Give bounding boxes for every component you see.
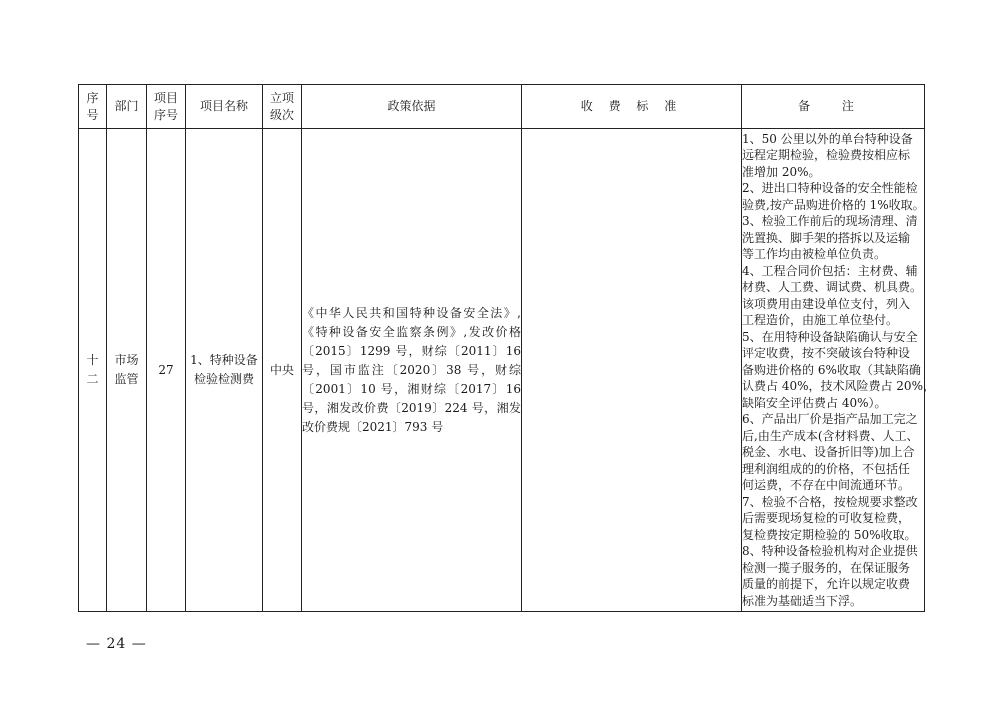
remark-line: 认费占 40%，技术风险费占 20%， [742, 379, 935, 394]
remark-line: 8、特种设备检验机构对企业提供 [742, 544, 918, 559]
cell-item-name: 1、特种设备 检验检测费 [186, 129, 263, 612]
page-number: — 24 — [86, 636, 147, 652]
remark-line: 5、在用特种设备缺陷确认与安全 [742, 329, 918, 344]
remark-line: 6、产品出厂价是指产品加工完之 [742, 412, 918, 427]
remark-line: 复检费按定期检验的 50%收取。 [742, 527, 917, 542]
remark-line: 洗置换、脚手架的搭拆以及运输 [742, 230, 911, 245]
header-remarks: 备 注 [742, 85, 925, 129]
header-standard: 收 费 标 准 [522, 85, 742, 129]
cell-seq: 十 二 [79, 129, 107, 612]
header-dept: 部门 [107, 85, 147, 129]
remark-line: 远程定期检验，检验费按相应标 [742, 148, 911, 163]
remark-line: 缺陷安全评估费占 40%）。 [742, 395, 887, 410]
remark-line: 等工作均由被检单位负责。 [742, 247, 887, 262]
remark-line: 2、进出口特种设备的安全性能检 [742, 181, 918, 196]
remark-line: 验费,按产品购进价格的 1%收取。 [742, 197, 925, 212]
header-item-name: 项目名称 [186, 85, 263, 129]
table-row [79, 129, 925, 612]
cell-level: 中央 [263, 129, 302, 612]
remark-line: 税金、水电、设备折旧等)加上合 [742, 445, 915, 460]
remark-line: 后,由生产成本(含材料费、人工、 [742, 428, 919, 443]
remark-line: 备购进价格的 6%收取（其缺陷确 [742, 362, 921, 377]
header-item-no: 项目 序号 [147, 85, 186, 129]
remark-line: 7、检验不合格，按检规要求整改 [742, 494, 918, 509]
cell-fee-standard [522, 129, 742, 612]
header-basis: 政策依据 [302, 85, 522, 129]
remark-line: 材费、人工费、调试费、机具费。 [742, 280, 923, 295]
fee-table [78, 84, 935, 612]
table-header [79, 85, 925, 129]
remark-line: 质量的前提下，允许以规定收费 [742, 577, 911, 592]
remark-line: 该项费用由建设单位支付，列入 [742, 296, 911, 311]
remark-line: 评定收费，按不突破该台特种设 [742, 346, 911, 361]
remark-line: 检测一揽子服务的，在保证服务 [742, 560, 911, 575]
remark-line: 4、工程合同价包括：主材费、辅 [742, 263, 918, 278]
remark-line: 3、检验工作前后的现场清理、清 [742, 214, 918, 229]
remark-line: 1、50 公里以外的单台特种设备 [742, 131, 913, 146]
remark-line: 标准为基础适当下浮。 [742, 593, 863, 608]
header-seq: 序 号 [79, 85, 107, 129]
remark-line: 理利润组成的的价格，不包括任 [742, 461, 911, 476]
table-body [79, 129, 935, 612]
cell-remarks [742, 129, 935, 612]
remark-line: 后需要现场复检的可收复检费， [742, 511, 911, 526]
cell-item-no: 27 [147, 129, 186, 612]
header-level: 立项 级次 [263, 85, 302, 129]
remark-line: 工程造价，由施工单位垫付。 [742, 313, 899, 328]
remark-line: 准增加 20%。 [742, 164, 821, 179]
cell-policy-basis: 《中华人民共和国特种设备安全法》,《特种设备安全监察条例》,发改价格〔2015〕1299 号，财综〔2011〕16 号，国市监注〔2020〕38 号，财综〔2001〕10 号，湘财综〔2017〕16 号，湘发改价费〔2019〕224 号，湘发改价费规〔2021〕793 号 [302, 129, 522, 612]
header-row [79, 85, 925, 129]
remark-line: 何运费，不存在中间流通环节。 [742, 478, 911, 493]
cell-dept: 市场 监管 [107, 129, 147, 612]
